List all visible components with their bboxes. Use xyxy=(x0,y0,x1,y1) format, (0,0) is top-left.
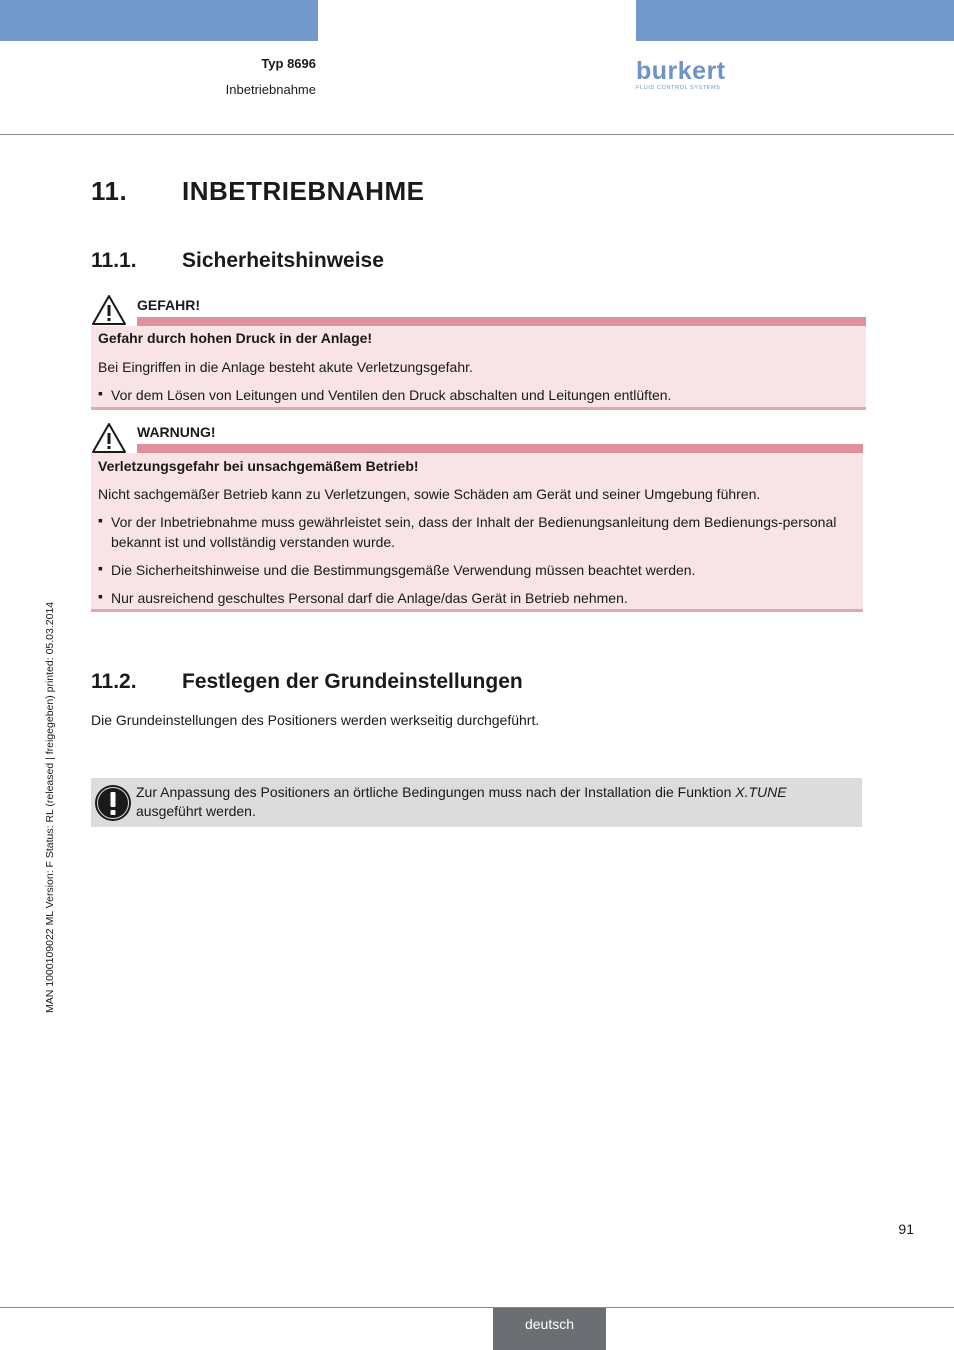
warning-bullet-1: Vor der Inbetriebnahme muss gewährleistet sein, dass der Inhalt der Bedienungsanleitung dem Bedienungs-personal bekannt ist und vollständig verstanden wurde. xyxy=(111,514,837,550)
bullet-marker: ▪ xyxy=(98,385,103,401)
logo-wordmark: burkert xyxy=(636,57,726,85)
bullet-marker: ▪ xyxy=(98,512,103,528)
note-text-before: Zur Anpassung des Positioners an örtliche Bedingungen muss nach der Installation die Funktion xyxy=(136,784,736,800)
bullet-marker: ▪ xyxy=(98,588,103,604)
danger-bar xyxy=(137,317,866,326)
exclamation-icon xyxy=(94,784,132,822)
header-divider xyxy=(0,134,954,135)
note-text xyxy=(136,783,856,821)
document-metadata-sidebar: MAN 1000109022 ML Version: F Status: RL (released | freigegeben) printed: 05.03.2014 xyxy=(44,601,56,1013)
chapter-title: INBETRIEBNAHME xyxy=(182,176,425,206)
warning-label: WARNUNG! xyxy=(137,424,216,440)
danger-panel xyxy=(91,326,866,410)
section-heading-safety xyxy=(91,249,384,273)
logo-tagline: FLUID CONTROL SYSTEMS xyxy=(636,85,721,91)
doc-type-label: Typ 8696 xyxy=(261,56,316,71)
warning-bar xyxy=(137,444,863,453)
note-box xyxy=(91,778,862,827)
settings-paragraph: Die Grundeinstellungen des Positioners werden werkseitig durchgeführt. xyxy=(91,712,540,728)
bullet-marker: ▪ xyxy=(98,560,103,576)
danger-text: Bei Eingriffen in die Anlage besteht akute Verletzungsgefahr. xyxy=(98,359,473,375)
warning-text: Nicht sachgemäßer Betrieb kann zu Verletzungen, sowie Schäden am Gerät und seiner Umgebung führen. xyxy=(98,486,761,502)
section-title: Festlegen der Grundeinstellungen xyxy=(182,670,523,693)
page-number: 91 xyxy=(898,1221,914,1237)
chapter-number: 11. xyxy=(91,176,128,206)
warning-bullet-2: Die Sicherheitshinweise und die Bestimmungsgemäße Verwendung müssen beachtet werden. xyxy=(111,562,696,578)
header-bar-left xyxy=(0,0,318,41)
note-text-after: ausgeführt werden. xyxy=(136,803,256,819)
danger-heading: Gefahr durch hohen Druck in der Anlage! xyxy=(98,330,373,346)
warning-heading: Verletzungsgefahr bei unsachgemäßem Betrieb! xyxy=(98,458,419,474)
danger-label: GEFAHR! xyxy=(137,297,200,313)
danger-bullet-1: Vor dem Lösen von Leitungen und Ventilen den Druck abschalten und Leitungen entlüften. xyxy=(111,387,672,403)
warning-bullet-3: Nur ausreichend geschultes Personal darf die Anlage/das Gerät in Betrieb nehmen. xyxy=(111,590,628,606)
function-name: X.TUNE xyxy=(735,784,787,800)
warning-panel xyxy=(91,453,863,612)
section-number: 11.1. xyxy=(91,249,137,272)
language-tab: deutsch xyxy=(493,1308,606,1350)
warning-triangle-icon xyxy=(91,422,127,454)
burkert-logo xyxy=(636,58,734,96)
doc-chapter-label: Inbetriebnahme xyxy=(225,82,316,97)
header-bar-right xyxy=(636,0,954,41)
section-heading-settings xyxy=(91,670,523,694)
footer-divider xyxy=(0,1307,954,1308)
chapter-heading xyxy=(91,176,424,207)
danger-warning-triangle-icon xyxy=(91,294,127,326)
section-title: Sicherheitshinweise xyxy=(182,249,384,272)
section-number: 11.2. xyxy=(91,670,137,693)
